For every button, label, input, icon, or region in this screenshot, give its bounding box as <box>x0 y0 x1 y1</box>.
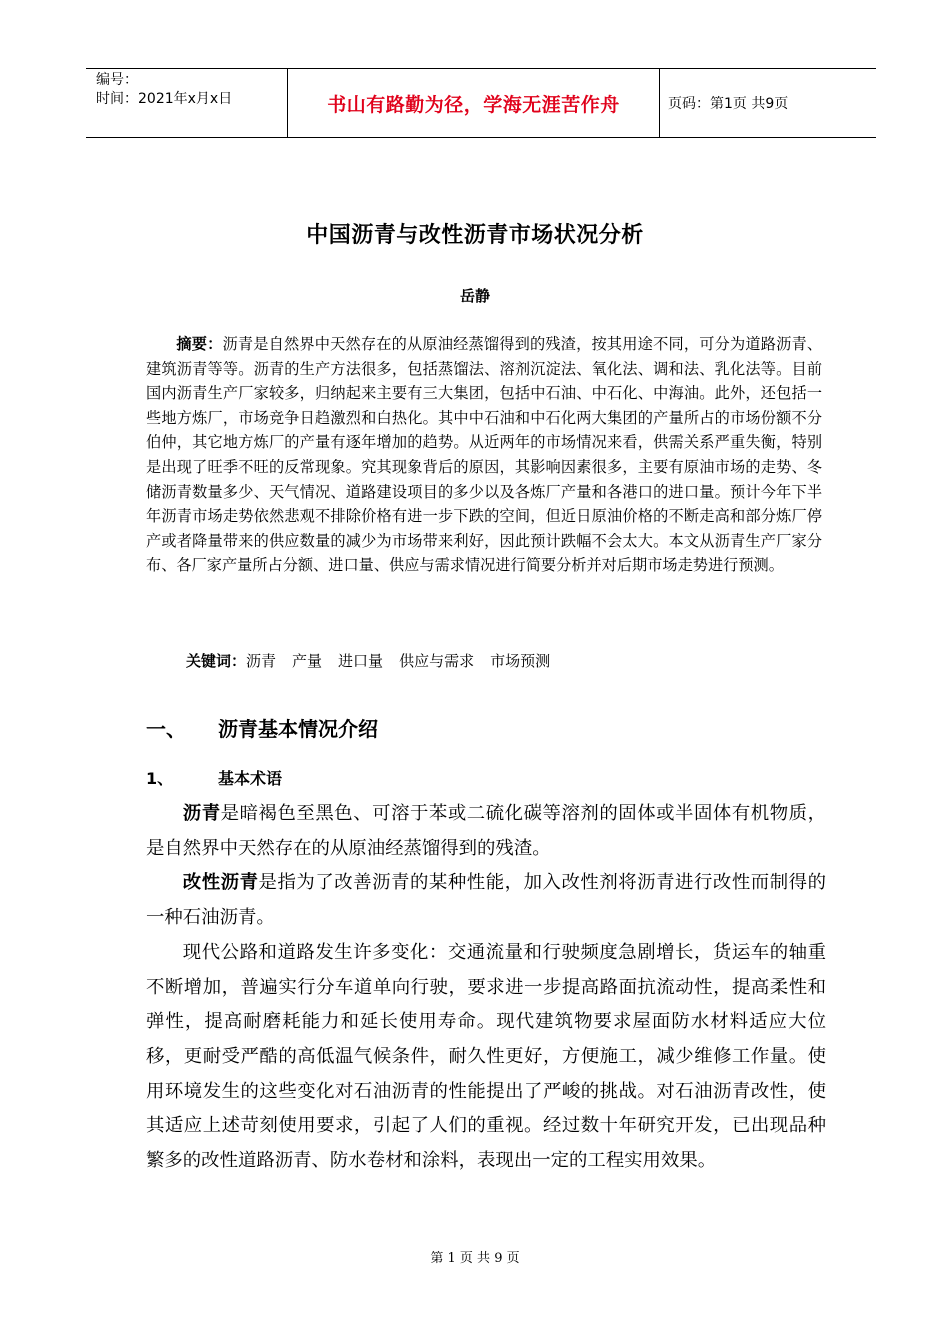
abstract-text: 沥青是自然界中天然存在的从原油经蒸馏得到的残渣，按其用途不同，可分为道路沥青、建筑沥青等等。沥青的生产方法很多，包括蒸馏法、溶剂沉淀法、氧化法、调和法、乳化法等。目前国内沥青生产厂家较多，归纳起来主要有三大集团，包括中石油、中石化、中海油。此外，还包括一些地方炼厂，市场竞争日趋激烈和白热化。其中中石油和中石化两大集团的产量所占的市场份额不分伯仲，其它地方炼厂的产量有逐年增加的趋势。从近两年的市场情况来看，供需关系严重失衡，特别是出现了旺季不旺的反常现象。究其现象背后的原因，其影响因素很多，主要有原油市场的走势、冬储沥青数量多少、天气情况、道路建设项目的多少以及各炼厂产量和各港口的进口量。预计今年下半年沥青市场走势依然悲观不排除价格有进一步下跌的空间，但近日原油价格的不断走高和部分炼厂停产或者降量带来的供应数量的减少为市场带来利好，因此预计跌幅不会太大。本文从沥青生产厂家分布、各厂家产量所占分额、进口量、供应与需求情况进行简要分析并对后期市场走势进行预测。 <box>146 335 823 575</box>
section-heading <box>146 713 378 742</box>
subsection-heading <box>146 766 282 789</box>
keywords-line <box>186 650 566 671</box>
section-title: 沥青基本情况介绍 <box>218 717 378 741</box>
keywords-label: 关键词： <box>186 652 247 670</box>
document-author: 岳静 <box>459 287 490 305</box>
document-number-label: 编号： <box>96 72 138 88</box>
header-page-code: 页码：第1页 共9页 <box>668 96 789 112</box>
abstract-label: 摘要： <box>176 335 223 353</box>
keyword-item: 沥青 <box>246 652 277 670</box>
paragraph-asphalt-definition <box>146 797 826 866</box>
abstract-paragraph <box>146 332 822 578</box>
keyword-item: 市场预测 <box>490 652 551 670</box>
keyword-item: 进口量 <box>338 652 384 670</box>
subsection-title: 基本术语 <box>218 769 283 788</box>
page-footer: 第 1 页 共 9 页 <box>430 1251 520 1266</box>
header-meta-cell <box>86 69 288 137</box>
document-time-label: 时间：2021年x月x日 <box>96 91 233 107</box>
document-title: 中国沥青与改性沥青市场状况分析 <box>306 223 644 248</box>
paragraph-text: 是暗褐色至黑色、可溶于苯或二硫化碳等溶剂的固体或半固体有机物质，是自然界中天然存在的从原油经蒸馏得到的残渣。 <box>146 803 826 859</box>
keyword-item: 产量 <box>292 652 323 670</box>
section-number: 一、 <box>146 717 186 741</box>
paragraph-modified-asphalt-definition <box>146 866 826 935</box>
paragraph-modern-roads: 现代公路和道路发生许多变化：交通流量和行驶频度急剧增长，货运车的轴重不断增加，普遍实行分车道单向行驶，要求进一步提高路面抗流动性，提高柔性和弹性，提高耐磨耗能力和延长使用寿命。现代建筑物要求屋面防水材料适应大位移，更耐受严酷的高低温气候条件，耐久性更好，方便施工，减少维修工作量。使用环境发生的这些变化对石油沥青的性能提出了严峻的挑战。对石油沥青改性，使其适应上述苛刻使用要求，引起了人们的重视。经过数十年研究开发，已出现品种繁多的改性道路沥青、防水卷材和涂料，表现出一定的工程实用效果。 <box>146 941 826 1172</box>
header-motto: 书山有路勤为径，学海无涯苦作舟 <box>288 69 660 137</box>
paragraph-text: 是指为了改善沥青的某种性能，加入改性剂将沥青进行改性而制得的一种石油沥青。 <box>146 872 826 929</box>
term-asphalt: 沥青 <box>182 803 221 824</box>
keyword-item: 供应与需求 <box>399 652 475 670</box>
header-table <box>86 68 876 138</box>
term-modified-asphalt: 改性沥青 <box>182 872 259 894</box>
body-text <box>146 797 826 1179</box>
subsection-number: 1、 <box>146 769 174 788</box>
